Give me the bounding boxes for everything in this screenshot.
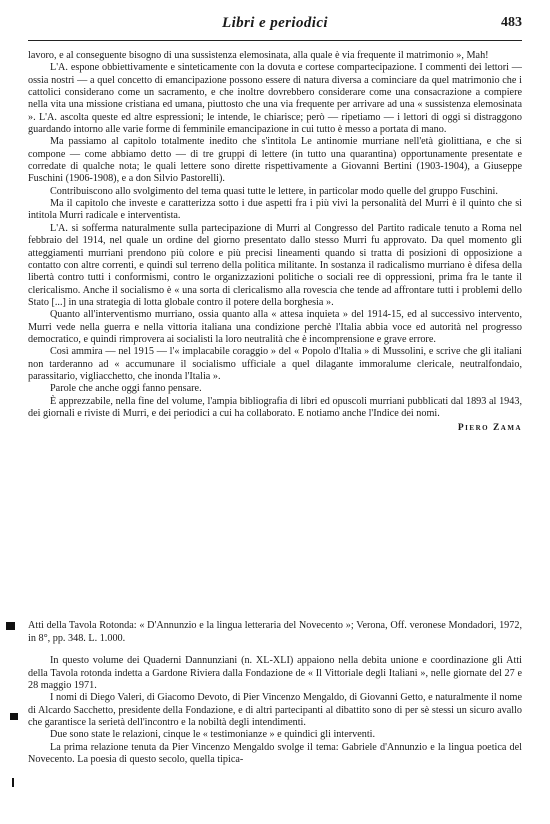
article-body [28, 50, 522, 433]
page-header [28, 14, 522, 41]
author-signature: Piero Zama [457, 423, 522, 434]
article-paragraph: L'A. si sofferma naturalmente sulla partecipazione di Murri al Congresso del Partito radicale tenuto a Roma nel febbraio del 1914, nel quale un ordine del giorno presentato dallo stesso Murri fu approvato. Da quel momento gli atteggiamenti murriani prendono più colore e più precisi lineamenti quando si tratta di posizioni di opposizione a contatto con altre correnti, e quindi sul terreno della politica militante. In sostanza il radicalismo murriano è difesa della libertà contro tutti i conformismi, contro le organizzazioni politiche o sociali ree di oppressioni, prima fra le tante il clericalismo. Anche il socialismo è « una sorta di clericalismo alla rovescia che tende ad affrontare tutti i problemi dello Stato [...] in una strategia di lotta globale contro il potere della borghesia ». [28, 222, 522, 308]
book-review [28, 620, 522, 766]
article-paragraph: Ma il capitolo che investe e caratterizza sotto i due aspetti fra i più vivi la personalità del Murri è il quinto che si intitola Murri radicale e interventista. [28, 198, 522, 222]
review-paragraph: Due sono state le relazioni, cinque le « testimonianze » e quindici gli interventi. [50, 729, 376, 741]
margin-mark-icon [10, 713, 18, 720]
page-number: 483 [501, 15, 522, 30]
running-title: Libri e periodici [222, 15, 328, 31]
entry-text: Atti della Tavola Rotonda: « D'Annunzio e la lingua letteraria del Novecento »; Verona, Off. veronese Mondadori, 1972, in 8°, pp. 348. L. 1.000. [28, 620, 522, 644]
review-paragraph: La prima relazione tenuta da Pier Vincenzo Mengaldo svolge il tema: Gabriele d'Annunzio e la lingua poetica del Novecento. La poesia di questo secolo, quella tipica- [28, 741, 522, 765]
article-paragraph: L'A. espone obbiettivamente e sinteticamente con la dovuta e cortese compartecipazione. I commenti dei lettori — ossia nostri — a quel concetto di emancipazione possono essere di natura diversa a cominciare da quel matrimonio che i cattolici considerano come un sacramento, e che inoltre dovrebbero considerare come una consacrazione a compiere nella vita una missione cristiana ed umana, piuttosto che una via frequente per arrivare ad una « sussistenza elemosinata ». L'A. ascolta queste ed altre espressioni; le intende, le chiarisce; però — ripetiamo — i lettori di oggi si distraggono guardando intorno alle varie forme di femminile emancipazione in cui tutto è messo a portata di mano. [28, 62, 522, 136]
article-paragraph: Quanto all'interventismo murriano, ossia quanto alla « attesa inquieta » del 1914-15, ed al successivo intervento, Murri vede nella guerra e nella vittoria italiana una condizione perchè l'Italia abbia voce ed autorità nel progresso democratico, e quindi rimprovera ai socialisti la loro neutralità che è incomprensione e grave errore. [28, 309, 522, 345]
bibliographic-entry [28, 620, 522, 645]
review-paragraph: In questo volume dei Quaderni Dannunziani (n. XL-XLI) appaiono nella debita unione e coordinazione gli Atti della Tavola rotonda indetta a Gardone Riviera dalla Fondazione de « Il Vittoriale degli Italiani », nelle giornate del 27 e 28 maggio 1971. [28, 655, 522, 691]
margin-tick-icon [12, 778, 14, 787]
article-paragraph: Ma passiamo al capitolo totalmente inedito che s'intitola Le antinomie murriane nell'età giolittiana, e che si compone — come abbiamo detto — di tre gruppi di lettere (in tutto una quarantina) opportunamente presentate e corredate di qualche nota; le quali lettere sono dirette rispettivamente a Giovanni Bertini (1903-1904), a Giuseppe Fuschini (1906-1908), e a don Silvio Pastorelli). [28, 136, 522, 185]
review-paragraphs [28, 655, 522, 766]
article-paragraphs [28, 50, 522, 420]
article-paragraph: Contribuiscono allo svolgimento del tema quasi tutte le lettere, in particolar modo quelle del gruppo Fuschini. [50, 185, 498, 197]
article-paragraph: Parole che anche oggi fanno pensare. [50, 383, 202, 395]
review-paragraph: I nomi di Diego Valeri, di Giacomo Devoto, di Pier Vincenzo Mengaldo, di Giovanni Getto, e naturalmente il nome di Alcardo Sacchetto, presidente della Fondazione, e di altri partecipanti al dibattito sono di per sè stessi un sicuro avallo che garantisce la serietà dell'incontro e la nobiltà degli intendimenti. [28, 692, 522, 728]
article-paragraph: Così ammira — nel 1915 — l'« implacabile coraggio » del « Popolo d'Italia » di Mussolini, e scrive che gli italiani non tarderanno ad « accumunare il socialismo ufficiale a quel dilagante immoralume clericale, neutralfondaio, parassitario, vigliacchetto, che inonda l'Italia ». [28, 346, 522, 382]
entry-bullet-icon [6, 622, 15, 630]
article-paragraph: È apprezzabile, nella fine del volume, l'ampia bibliografia di libri ed opuscoli murriani pubblicati dal 1893 al 1943, dei giornali e riviste di Murri, e dei periodici a cui ha collaborato. E notiamo anche l'Indice dei nomi. [28, 395, 522, 419]
article-paragraph: lavoro, e al conseguente bisogno di una sussistenza elemosinata, alla quale è via frequente il matrimonio », Mah! [28, 50, 489, 61]
